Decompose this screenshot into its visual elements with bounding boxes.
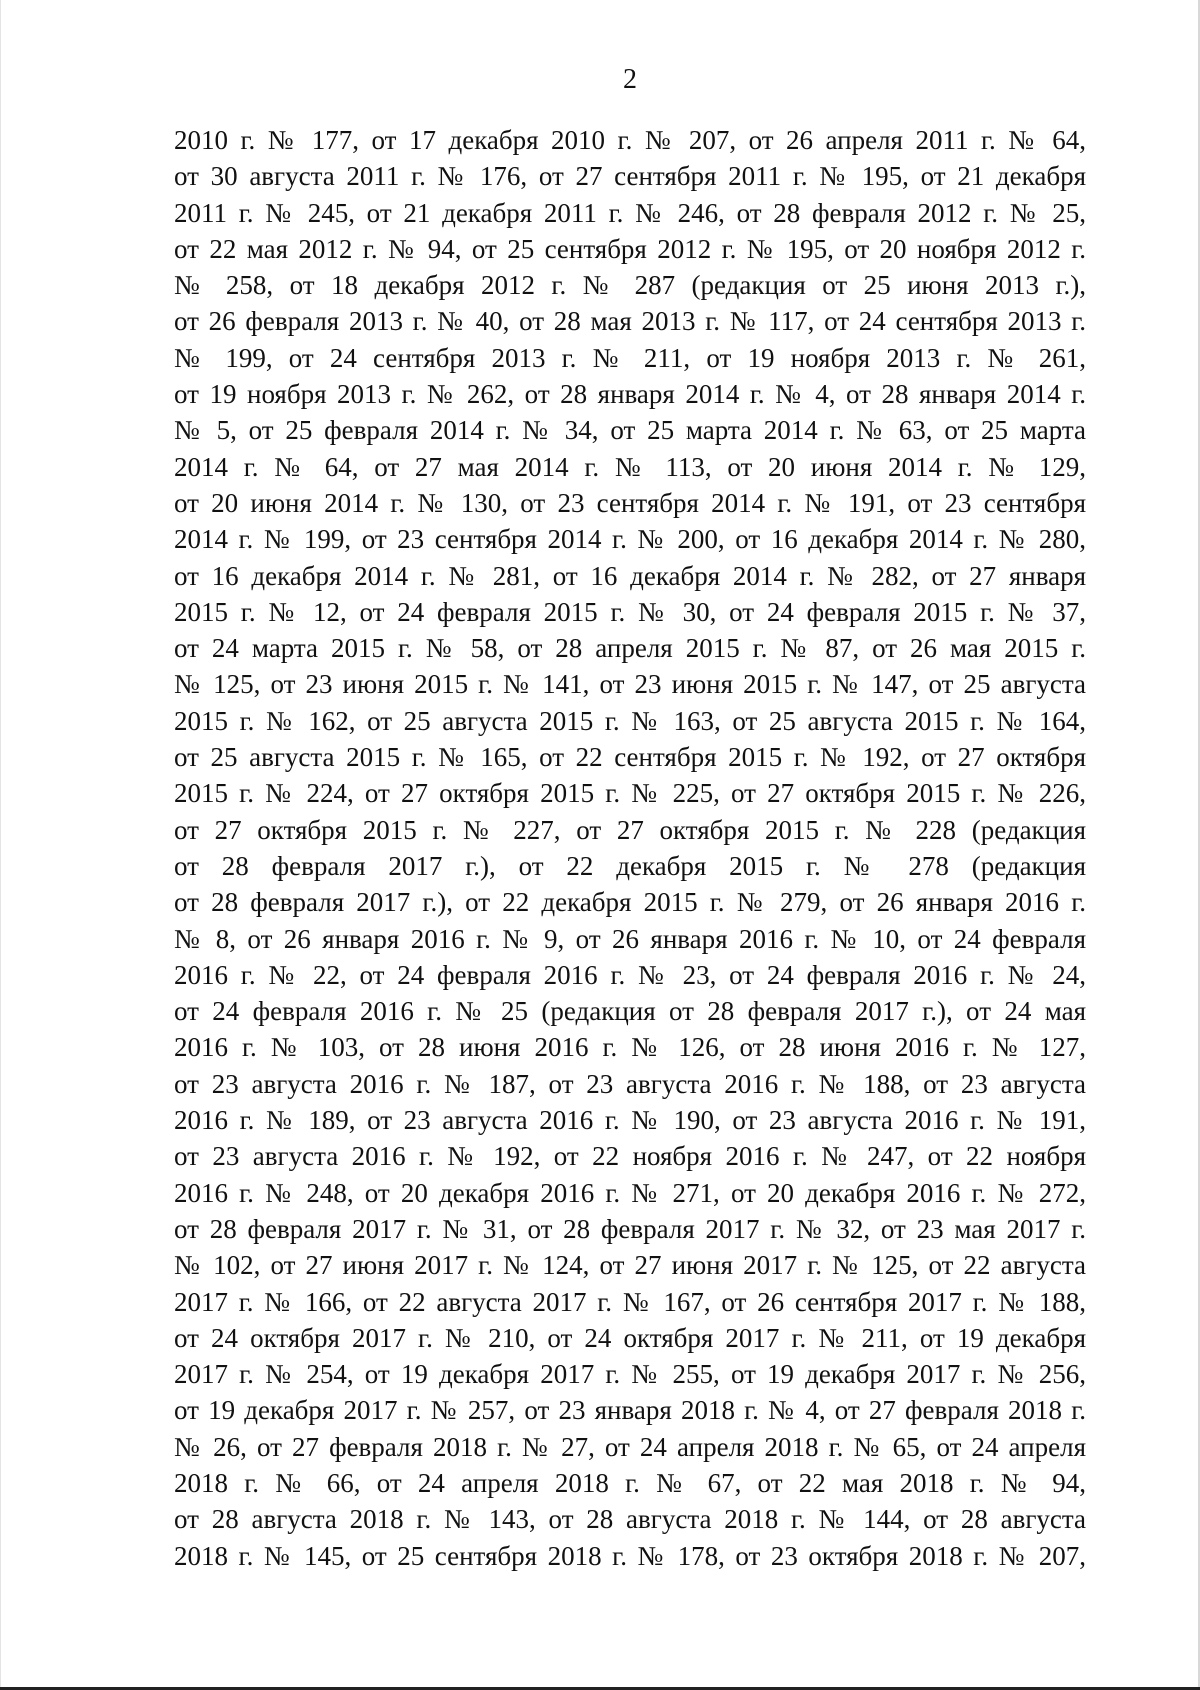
- text-line: 2011 г. № 245, от 21 декабря 2011 г. № 246, от 28 февраля 2012 г. № 25,: [174, 197, 1086, 228]
- text-line: от 24 марта 2015 г. № 58, от 28 апреля 2015 г. № 87, от 26 мая 2015 г.: [174, 633, 1086, 664]
- text-line: от 24 октября 2017 г. № 210, от 24 октября 2017 г. № 211, от 19 декабря: [174, 1322, 1086, 1353]
- text-line: 2014 г. № 199, от 23 сентября 2014 г. № 200, от 16 декабря 2014 г. № 280,: [174, 524, 1086, 555]
- text-line: от 28 августа 2018 г. № 143, от 28 августа 2018 г. № 144, от 28 августа: [174, 1504, 1086, 1535]
- text-line: 2015 г. № 224, от 27 октября 2015 г. № 225, от 27 октября 2015 г. № 226,: [174, 778, 1086, 809]
- text-line: 2017 г. № 166, от 22 августа 2017 г. № 167, от 26 сентября 2017 г. № 188,: [174, 1286, 1086, 1317]
- text-line: от 25 августа 2015 г. № 165, от 22 сентября 2015 г. № 192, от 27 октября: [174, 742, 1086, 773]
- page-number: 2: [623, 64, 637, 95]
- text-line: 2018 г. № 66, от 24 апреля 2018 г. № 67, от 22 мая 2018 г. № 94,: [174, 1467, 1086, 1498]
- text-line: № 258, от 18 декабря 2012 г. № 287 (редакция от 25 июня 2013 г.),: [174, 270, 1086, 301]
- text-line: № 26, от 27 февраля 2018 г. № 27, от 24 апреля 2018 г. № 65, от 24 апреля: [174, 1431, 1086, 1462]
- text-line: от 23 августа 2016 г. № 192, от 22 ноября 2016 г. № 247, от 22 ноября: [174, 1141, 1086, 1172]
- text-line: от 24 февраля 2016 г. № 25 (редакция от 28 февраля 2017 г.), от 24 мая: [174, 996, 1086, 1027]
- text-line: от 19 декабря 2017 г. № 257, от 23 января 2018 г. № 4, от 27 февраля 2018 г.: [174, 1395, 1086, 1426]
- text-line: 2015 г. № 12, от 24 февраля 2015 г. № 30, от 24 февраля 2015 г. № 37,: [174, 596, 1086, 627]
- text-line: № 102, от 27 июня 2017 г. № 124, от 27 июня 2017 г. № 125, от 22 августа: [174, 1250, 1086, 1281]
- text-line: 2010 г. № 177, от 17 декабря 2010 г. № 207, от 26 апреля 2011 г. № 64,: [174, 125, 1086, 155]
- text-line: от 26 февраля 2013 г. № 40, от 28 мая 2013 г. № 117, от 24 сентября 2013 г.: [174, 306, 1086, 337]
- text-line: от 16 декабря 2014 г. № 281, от 16 декабря 2014 г. № 282, от 27 января: [174, 560, 1086, 591]
- text-line: от 22 мая 2012 г. № 94, от 25 сентября 2012 г. № 195, от 20 ноября 2012 г.: [174, 233, 1086, 264]
- text-line: 2016 г. № 248, от 20 декабря 2016 г. № 271, от 20 декабря 2016 г. № 272,: [174, 1177, 1086, 1208]
- text-line: от 30 августа 2011 г. № 176, от 27 сентября 2011 г. № 195, от 21 декабря: [174, 161, 1086, 192]
- text-line: от 28 февраля 2017 г.), от 22 декабря 2015 г. № 279, от 26 января 2016 г.: [174, 887, 1086, 918]
- text-line: 2016 г. № 22, от 24 февраля 2016 г. № 23, от 24 февраля 2016 г. № 24,: [174, 959, 1086, 990]
- scan-edge-left: [0, 0, 1, 1690]
- text-line: 2016 г. № 189, от 23 августа 2016 г. № 190, от 23 августа 2016 г. № 191,: [174, 1105, 1086, 1136]
- text-line: № 8, от 26 января 2016 г. № 9, от 26 января 2016 г. № 10, от 24 февраля: [174, 923, 1086, 954]
- text-line: № 125, от 23 июня 2015 г. № 141, от 23 июня 2015 г. № 147, от 25 августа: [174, 669, 1086, 700]
- text-line: от 28 февраля 2017 г. № 31, от 28 февраля 2017 г. № 32, от 23 мая 2017 г.: [174, 1213, 1086, 1244]
- body-text: [174, 122, 1086, 1574]
- text-line: 2015 г. № 162, от 25 августа 2015 г. № 163, от 25 августа 2015 г. № 164,: [174, 705, 1086, 736]
- text-line: № 5, от 25 февраля 2014 г. № 34, от 25 марта 2014 г. № 63, от 25 марта: [174, 415, 1086, 446]
- text-line: 2016 г. № 103, от 28 июня 2016 г. № 126, от 28 июня 2016 г. № 127,: [174, 1032, 1086, 1063]
- text-line: 2014 г. № 64, от 27 мая 2014 г. № 113, от 20 июня 2014 г. № 129,: [174, 451, 1086, 482]
- text-line: от 28 февраля 2017 г.), от 22 декабря 2015 г. № 278 (редакция: [174, 850, 1086, 881]
- text-line: от 20 июня 2014 г. № 130, от 23 сентября 2014 г. № 191, от 23 сентября: [174, 487, 1086, 518]
- text-line: 2017 г. № 254, от 19 декабря 2017 г. № 255, от 19 декабря 2017 г. № 256,: [174, 1359, 1086, 1390]
- text-line: 2018 г. № 145, от 25 сентября 2018 г. № 178, от 23 октября 2018 г. № 207,: [174, 1540, 1086, 1571]
- text-line: от 19 ноября 2013 г. № 262, от 28 января 2014 г. № 4, от 28 января 2014 г.: [174, 379, 1086, 410]
- text-line: от 27 октября 2015 г. № 227, от 27 октября 2015 г. № 228 (редакция: [174, 814, 1086, 845]
- text-line: № 199, от 24 сентября 2013 г. № 211, от 19 ноября 2013 г. № 261,: [174, 342, 1086, 373]
- text-line: от 23 августа 2016 г. № 187, от 23 августа 2016 г. № 188, от 23 августа: [174, 1068, 1086, 1099]
